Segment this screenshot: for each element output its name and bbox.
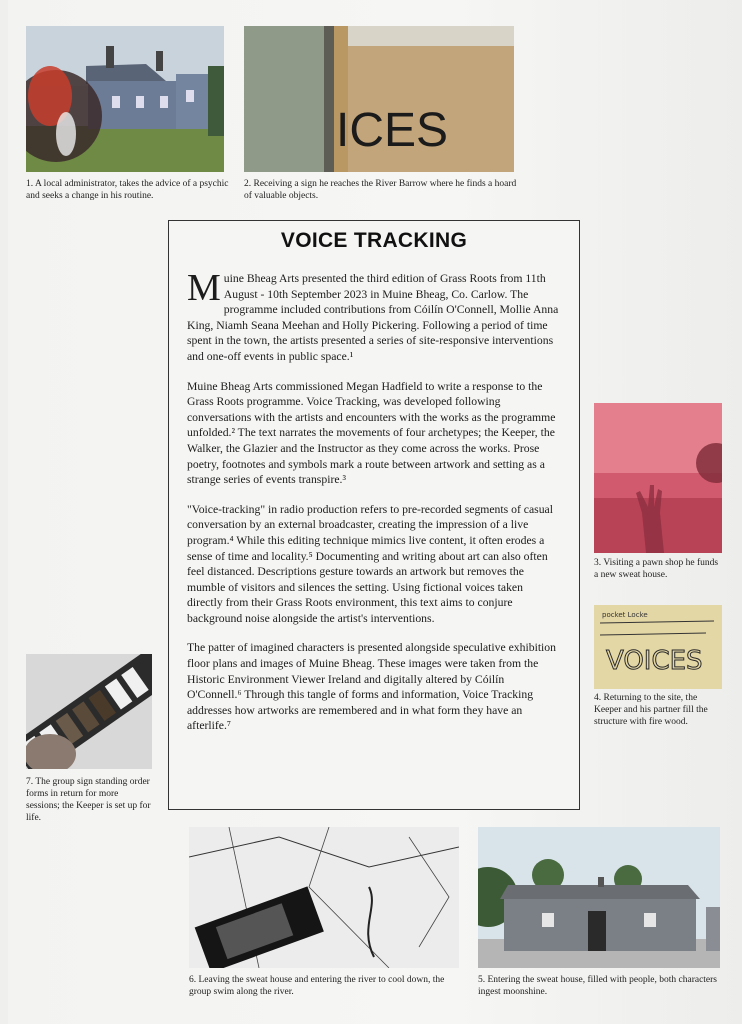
caption-2: 2. Receiving a sign he reaches the River Barrow where he finds a hoard of valuable objects. bbox=[244, 179, 517, 201]
photo-sign bbox=[244, 26, 514, 172]
photo-voices-sketch-art bbox=[594, 605, 722, 689]
photo-voices-sketch bbox=[594, 605, 722, 689]
photo-map bbox=[189, 827, 459, 968]
photo-pink-hand-art bbox=[594, 403, 722, 553]
paragraph-3: "Voice-tracking" in radio production refers to pre-recorded segments of casual conversation by an external broadcaster, creating the impression of a live program.⁴ While this editing technique mimics live content, it often erodes a sense of time and locality.⁵ Documenting and writing about art can also often feel distanced. Descriptions gesture towards an artwork but removes the mumble of visitors and silences the setting. Using fictional voices taken directly from their Grass Roots environment, this text aims to conjure background noise alongside the artist's interventions. bbox=[187, 502, 553, 625]
caption-3: 3. Visiting a pawn shop he funds a new sweat house. bbox=[594, 558, 719, 580]
paragraph-4: The patter of imagined characters is presented alongside speculative exhibition floor plans and images of Muine Bheag. These images were taken from the Historic Environment Viewer Ireland and digitally altered by Cóilín O'Connell.⁶ Through this tangle of forms and information, Voice Tracking addresses how artworks are remembered and in what form they have an afterlife.⁷ bbox=[187, 641, 556, 733]
article-box bbox=[168, 220, 580, 810]
photo-pink-hand bbox=[594, 403, 722, 553]
caption-1: 1. A local administrator, takes the advice of a psychic and seeks a change in his routine. bbox=[26, 179, 229, 201]
photo-sweat-house-art bbox=[478, 827, 720, 968]
photo-house-blur bbox=[26, 26, 224, 172]
photo-sweat-house bbox=[478, 827, 720, 968]
paragraph-2: Muine Bheag Arts commissioned Megan Hadfield to write a response to the Grass Roots programme. Voice Tracking, was developed following conversations with the artists and encounters with the works as the programme unfolded.² The text narrates the movements of four archetypes; the Keeper, the Walker, the Glazier and the Instructor as they come across the works. Prose poetry, footnotes and symbols mark a route between artwork and setting as a strange series of events transpire.³ bbox=[187, 379, 556, 487]
caption-7: 7. The group sign standing order forms in return for more sessions; the Keeper is set up for life. bbox=[26, 777, 151, 823]
caption-5: 5. Entering the sweat house, filled with people, both characters ingest moonshine. bbox=[478, 975, 718, 997]
sketch-scribble: pocket Locke bbox=[602, 611, 648, 619]
photo-sign-art bbox=[244, 26, 514, 172]
sign-word: ICES bbox=[336, 104, 449, 157]
sketch-voices-word: VOICES bbox=[606, 646, 703, 676]
photo-house-blur-art bbox=[26, 26, 224, 172]
caption-4: 4. Returning to the site, the Keeper and his partner fill the structure with fire wood. bbox=[594, 693, 708, 727]
paragraph-1 bbox=[187, 267, 561, 365]
photo-keyboard-art bbox=[26, 654, 152, 769]
article-title: VOICE TRACKING bbox=[280, 229, 468, 252]
drop-cap: M bbox=[187, 267, 221, 309]
paragraph-1-text: uine Bheag Arts presented the third edition of Grass Roots from 11th August - 10th September 2023 in Muine Bheag, Co. Carlow. The programme included contributions from Cóilín O'Connell, Mollie Anna King, Niamh Seana Meehan and Holly Pickering. Following a period of time spent in the town, the artists presented a series of site-responsive interventions and one-off events in public space.¹ bbox=[187, 272, 559, 363]
photo-keyboard bbox=[26, 654, 152, 769]
photo-map-art bbox=[189, 827, 459, 968]
caption-6: 6. Leaving the sweat house and entering the river to cool down, the group swim along the river. bbox=[189, 975, 445, 997]
